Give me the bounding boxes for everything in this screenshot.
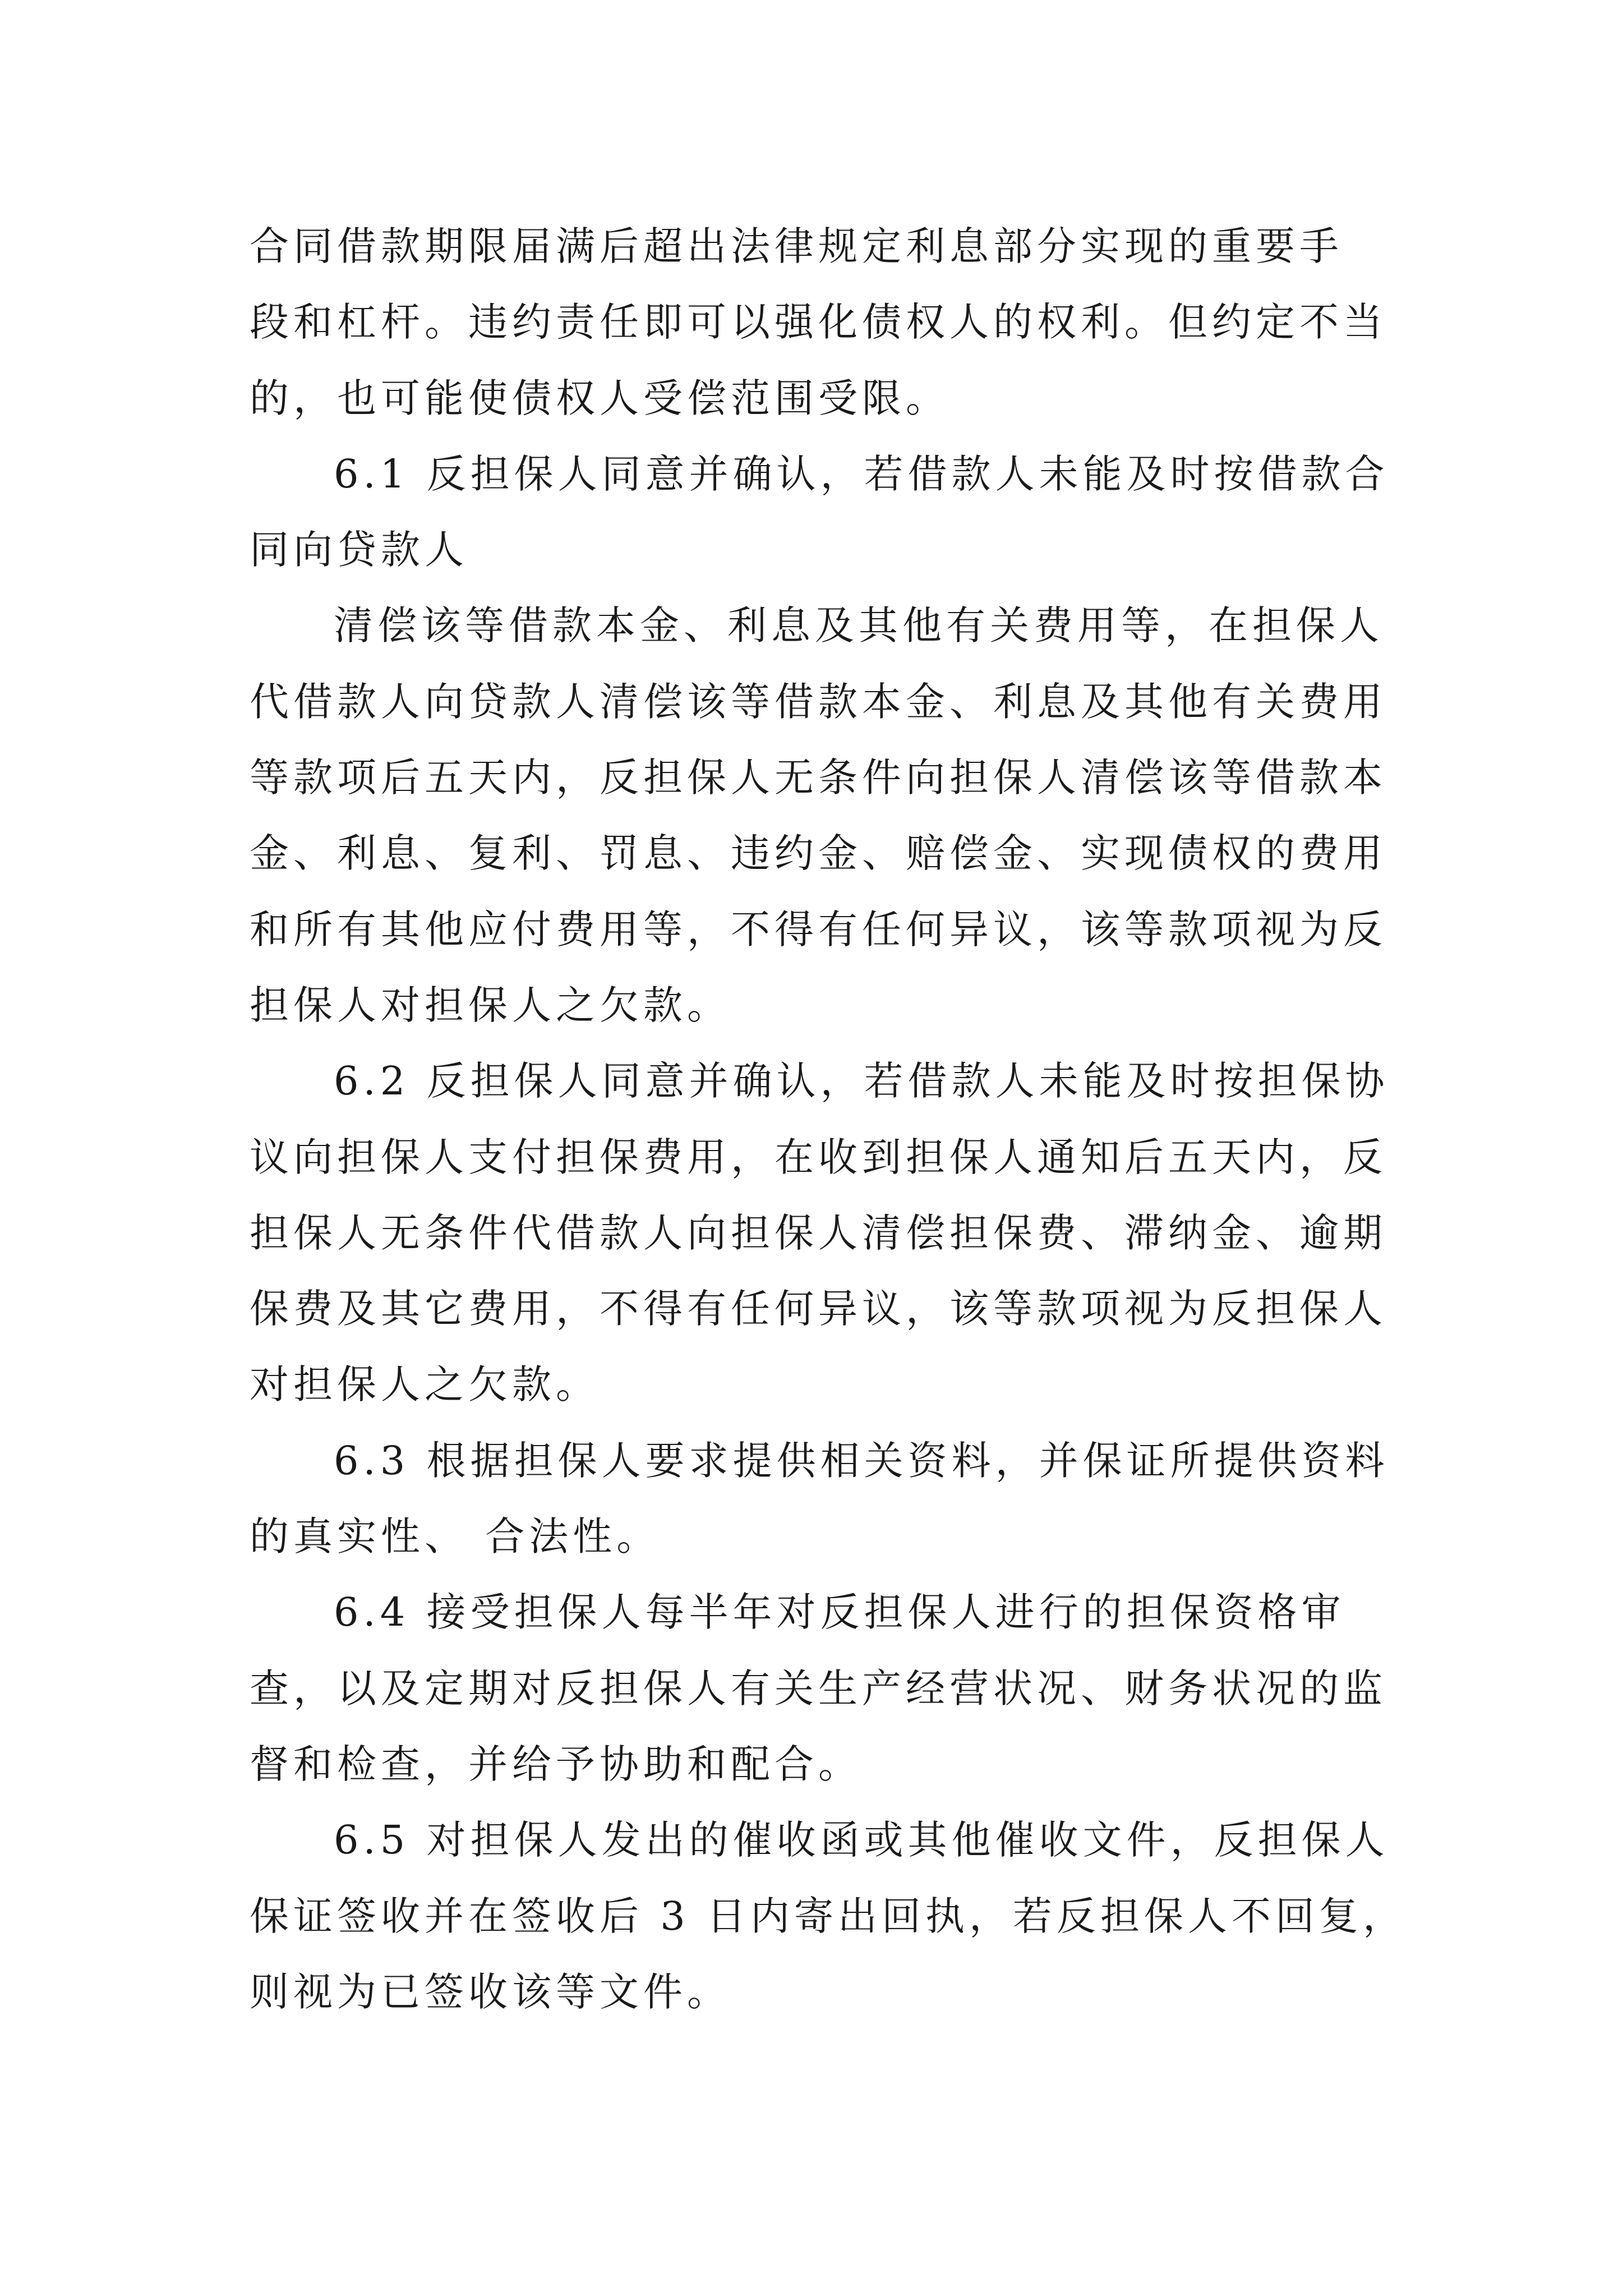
text-line: 保费及其它费用，不得有任何异议，该等款项视为反担保人 <box>250 1286 1387 1332</box>
paragraph-clause-6-3 <box>250 1423 1391 1575</box>
text-line: 合同借款期限届满后超出法律规定利息部分实现的重要手 <box>250 223 1343 269</box>
text-line: 6.2 反担保人同意并确认，若借款人未能及时按担保协 <box>334 1058 1389 1105</box>
text-line: 查，以及定期对反担保人有关生产经营状况、财务状况的监 <box>250 1665 1387 1711</box>
text-line: 6.5 对担保人发出的催收函或其他催收文件，反担保人 <box>334 1817 1389 1864</box>
text-line: 段和杠杆。违约责任即可以强化债权人的权利。但约定不当 <box>250 299 1387 346</box>
text-line: 的真实性、 合法性。 <box>250 1513 661 1560</box>
text-line: 则视为已签收该等文件。 <box>250 1968 731 2015</box>
paragraph-clause-6-5 <box>250 1802 1407 2030</box>
text-line: 6.1 反担保人同意并确认，若借款人未能及时按借款合 <box>334 450 1389 497</box>
text-line: 议向担保人支付担保费用，在收到担保人通知后五天内，反 <box>250 1134 1387 1180</box>
text-line: 代借款人向贷款人清偿该等借款本金、利息及其他有关费用 <box>250 678 1387 725</box>
paragraph-clause-6-2 <box>250 1043 1391 1423</box>
text-line: 同向贷款人 <box>250 527 468 573</box>
paragraph-clause-6-4 <box>250 1575 1391 1802</box>
text-line: 担保人对担保人之欠款。 <box>250 982 731 1028</box>
paragraph-clause-6-1-continued <box>250 588 1391 1043</box>
text-line: 的，也可能使债权人受偿范围受限。 <box>250 375 949 421</box>
text-line: 对担保人之欠款。 <box>250 1361 600 1408</box>
text-line: 担保人无条件代借款人向担保人清偿担保费、滞纳金、逾期 <box>250 1209 1387 1256</box>
text-line: 6.3 根据担保人要求提供相关资料，并保证所提供资料 <box>334 1437 1389 1484</box>
text-line: 等款项后五天内，反担保人无条件向担保人清偿该等借款本 <box>250 754 1387 801</box>
text-line: 保证签收并在签收后 3 日内寄出回执，若反担保人不回复， <box>250 1893 1407 1939</box>
text-line: 督和检查，并给予协助和配合。 <box>250 1741 862 1787</box>
text-line: 和所有其他应付费用等，不得有任何异议，该等款项视为反 <box>250 906 1387 953</box>
text-line: 金、利息、复利、罚息、违约金、赔偿金、实现债权的费用 <box>250 830 1387 877</box>
text-line: 清偿该等借款本金、利息及其他有关费用等，在担保人 <box>334 602 1384 649</box>
text-line: 6.4 接受担保人每半年对反担保人进行的担保资格审 <box>334 1589 1345 1636</box>
paragraph-clause-6-1 <box>250 436 1391 588</box>
paragraph-intro <box>250 209 1391 436</box>
document-body <box>250 209 1407 2030</box>
